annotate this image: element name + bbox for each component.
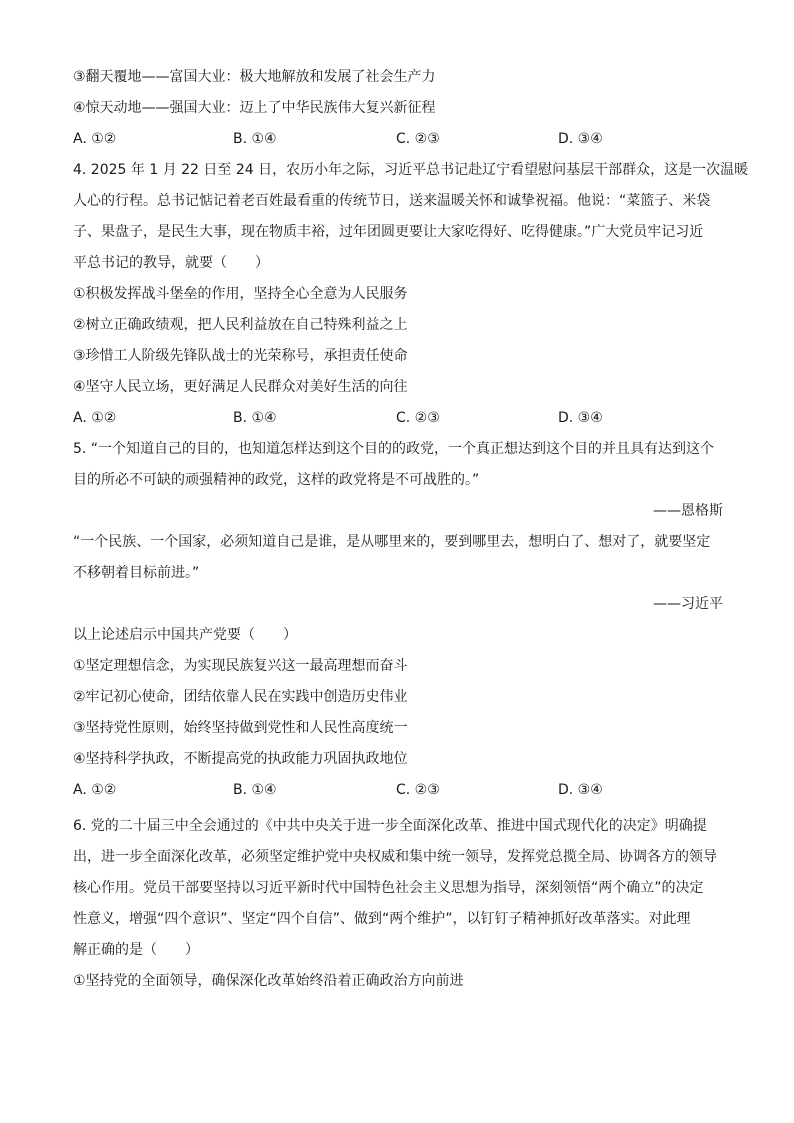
- q4-choice-a: A. ①②: [73, 410, 117, 426]
- q6-option-1: ①坚持党的全面领导，确保深化改革始终沿着正确政治方向前进: [73, 973, 464, 989]
- q6-stem-line: 性意义，增强“四个意识”、坚定“四个自信”、做到“两个维护”，以钉钉子精神抓好改革落实。对此理: [73, 911, 691, 927]
- q3-choice-a: A. ①②: [73, 131, 117, 147]
- q4-stem-line: 人心的行程。总书记惦记着老百姓最看重的传统节日，送来温暖关怀和诚挚祝福。他说：“菜篮子、米袋: [73, 193, 711, 209]
- q5-question: 以上论述启示中国共产党要（ ）: [73, 627, 297, 643]
- q4-stem-line: 子、果盘子，是民生大事，现在物质丰裕，过年团圆更要让大家吃得好、吃得健康。”广大党员牢记习近: [73, 224, 704, 240]
- q5-option-3: ③坚持党性原则，始终坚持做到党性和人民性高度统一: [73, 720, 408, 736]
- q4-choice-c: C. ②③: [396, 410, 440, 426]
- q5-choice-a: A. ①②: [73, 782, 117, 798]
- question-4: [73, 155, 749, 434]
- q5-quote2-author: ——习近平: [653, 596, 723, 612]
- q4-choices: [73, 403, 723, 434]
- q5-quote1-author: ——恩格斯: [653, 503, 723, 519]
- q5-option-2: ②牢记初心使命，团结依靠人民在实践中创造历史伟业: [73, 689, 408, 705]
- q3-choices: [73, 124, 723, 155]
- q3-choice-d: D. ③④: [558, 131, 603, 147]
- question-6: [73, 811, 723, 997]
- question-5: [73, 434, 723, 806]
- q5-quote1-line: 5. “一个知道自己的目的，也知道怎样达到这个目的的政党，一个真正想达到这个目的并且具有达到这个: [73, 441, 715, 457]
- q6-stem-line: 解正确的是（ ）: [73, 942, 199, 958]
- q3-option-3: ③翻天覆地——富国大业：极大地解放和发展了社会生产力: [73, 69, 436, 85]
- q5-choice-c: C. ②③: [396, 782, 440, 798]
- q5-quote1-line: 目的所必不可缺的顽强精神的政党，这样的政党将是不可战胜的。”: [73, 472, 480, 488]
- q3-option-4: ④惊天动地——强国大业：迈上了中华民族伟大复兴新征程: [73, 100, 436, 116]
- q5-quote2-line: “一个民族、一个国家，必须知道自己是谁，是从哪里来的，要到哪里去，想明白了、想对了，就要坚定: [73, 534, 711, 550]
- q4-choice-b: B. ①④: [233, 410, 277, 426]
- q4-option-1: ①积极发挥战斗堡垒的作用，坚持全心全意为人民服务: [73, 286, 408, 302]
- q5-quote2-line: 不移朝着目标前进。”: [73, 565, 200, 581]
- q4-option-2: ②树立正确政绩观，把人民利益放在自己特殊利益之上: [73, 317, 408, 333]
- question-3-tail: [73, 62, 723, 155]
- q5-option-1: ①坚定理想信念，为实现民族复兴这一最高理想而奋斗: [73, 658, 408, 674]
- q6-stem-line: 核心作用。党员干部要坚持以习近平新时代中国特色社会主义思想为指导，深刻领悟“两个确立”的决定: [73, 880, 704, 896]
- q4-stem-line: 平总书记的教导，就要（ ）: [73, 255, 269, 271]
- q3-choice-b: B. ①④: [233, 131, 277, 147]
- q4-choice-d: D. ③④: [558, 410, 603, 426]
- q4-stem-line: 4. 2025 年 1 月 22 日至 24 日，农历小年之际，习近平总书记赴辽宁看望慰问基层干部群众，这是一次温暖: [73, 162, 749, 178]
- q4-option-4: ④坚守人民立场，更好满足人民群众对美好生活的向往: [73, 379, 408, 395]
- q5-choice-d: D. ③④: [558, 782, 603, 798]
- q3-choice-c: C. ②③: [396, 131, 440, 147]
- q4-option-3: ③珍惜工人阶级先锋队战士的光荣称号，承担责任使命: [73, 348, 408, 364]
- exam-page: [73, 62, 749, 997]
- q5-choice-b: B. ①④: [233, 782, 277, 798]
- q5-choices: [73, 775, 723, 806]
- q6-stem-line: 6. 党的二十届三中全会通过的《中共中央关于进一步全面深化改革、推进中国式现代化的决定》明确提: [73, 818, 707, 834]
- q5-option-4: ④坚持科学执政，不断提高党的执政能力巩固执政地位: [73, 751, 408, 767]
- q6-stem-line: 出，进一步全面深化改革，必须坚定维护党中央权威和集中统一领导，发挥党总揽全局、协调各方的领导: [73, 849, 717, 865]
